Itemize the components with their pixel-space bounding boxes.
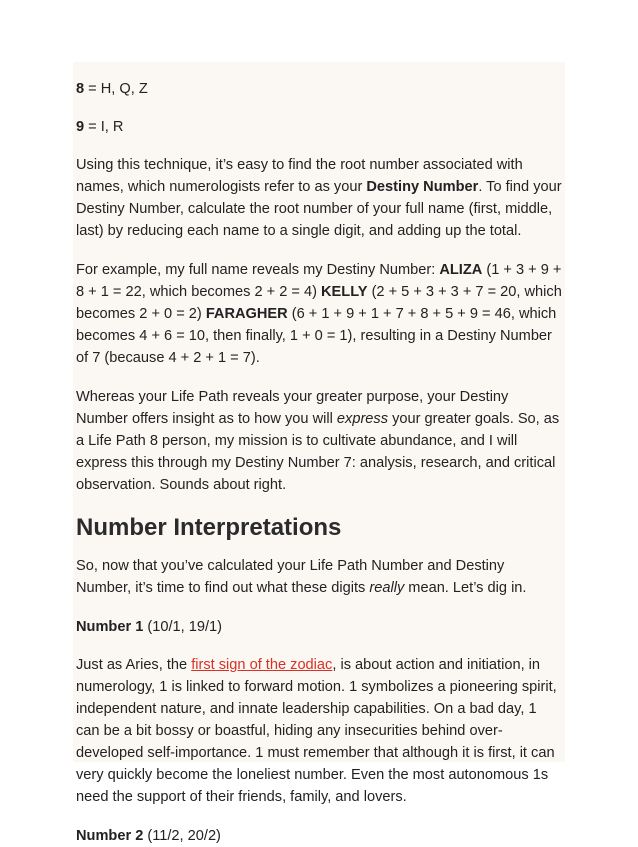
name-faragher: FARAGHER — [205, 306, 288, 323]
paragraph-number-1 — [76, 654, 563, 809]
zodiac-link[interactable]: first sign of the zodiac — [191, 656, 333, 673]
section-heading: Number Interpretations — [76, 514, 342, 541]
number-2-title — [76, 825, 563, 847]
text: , is about action and initiation, in numerology, 1 is linked to forward motion. 1 symbolizes a pioneering spirit, independent nature, and innate leadership capabilities. On a bad day, 1 can be a bit bossy or boastful, hiding any insecurities behind over-developed self-importance. 1 must remember that although it is first, it can very quickly become the loneliest number. Even the most autonomous 1s need the support of their friends, family, and lovers. — [76, 656, 557, 806]
digit-8: 8 — [76, 81, 85, 97]
text: For example, my full name reveals my Destiny Number: — [76, 262, 440, 279]
text: Whereas your Life Path reveals your greater purpose, your Destiny Number offers insight as to how you will — [76, 389, 509, 428]
number-1-title — [76, 616, 563, 638]
text: Using this technique, it’s easy to find the root number associated with names, which numerologists refer to as your — [76, 157, 523, 196]
text: your greater goals. So, as a Life Path 8 person, my mission is to cultivate abundance, and I will express this through my Destiny Number 7: analysis, research, and critical observation. Sounds about right. — [76, 411, 560, 494]
paragraph-intro — [76, 555, 563, 599]
really-italic: really — [369, 580, 405, 597]
paragraph-example — [76, 259, 563, 369]
letters-8: = H, Q, Z — [84, 81, 148, 97]
text: . To find your Destiny Number, calculate the root number of your full name (first, middle, last) by reducing each name to a single digit, and adding up the total. — [76, 179, 562, 240]
text: mean. Let’s dig in. — [404, 580, 527, 597]
digit-9: 9 — [76, 119, 85, 136]
letters-9: = I, R — [84, 119, 124, 136]
letter-mapping-8 — [76, 78, 563, 100]
number-1-label: Number 1 — [76, 618, 144, 635]
number-2-label: Number 2 — [76, 827, 144, 844]
text: (6 + 1 + 9 + 1 + 7 + 8 + 5 + 9 = 46, which becomes 4 + 6 = 10, then finally, 1 + 0 = 1), resulting in a Destiny Number of 7 (because 4 + 2 + 1 = 7). — [76, 306, 557, 367]
express-italic: express — [336, 411, 389, 428]
number-1-codes: (10/1, 19/1) — [143, 618, 223, 635]
text: (2 + 5 + 3 + 3 + 7 = 20, which becomes 2 + 0 = 2) — [76, 284, 562, 323]
text: Just as Aries, the — [76, 656, 192, 673]
name-aliza: ALIZA — [439, 262, 483, 279]
paragraph-technique — [76, 154, 563, 242]
article-body — [73, 62, 565, 844]
text: (1 + 3 + 9 + 8 + 1 = 22, which becomes 2 + 2 = 4) — [76, 262, 562, 301]
text: So, now that you’ve calculated your Life Path Number and Destiny Number, it’s time to find out what these digits — [76, 558, 505, 597]
paragraph-life-path — [76, 386, 563, 496]
name-kelly: KELLY — [321, 284, 368, 301]
destiny-number-bold: Destiny Number — [366, 179, 479, 196]
number-2-codes: (11/2, 20/2) — [143, 827, 221, 844]
letter-mapping-9 — [76, 116, 563, 138]
